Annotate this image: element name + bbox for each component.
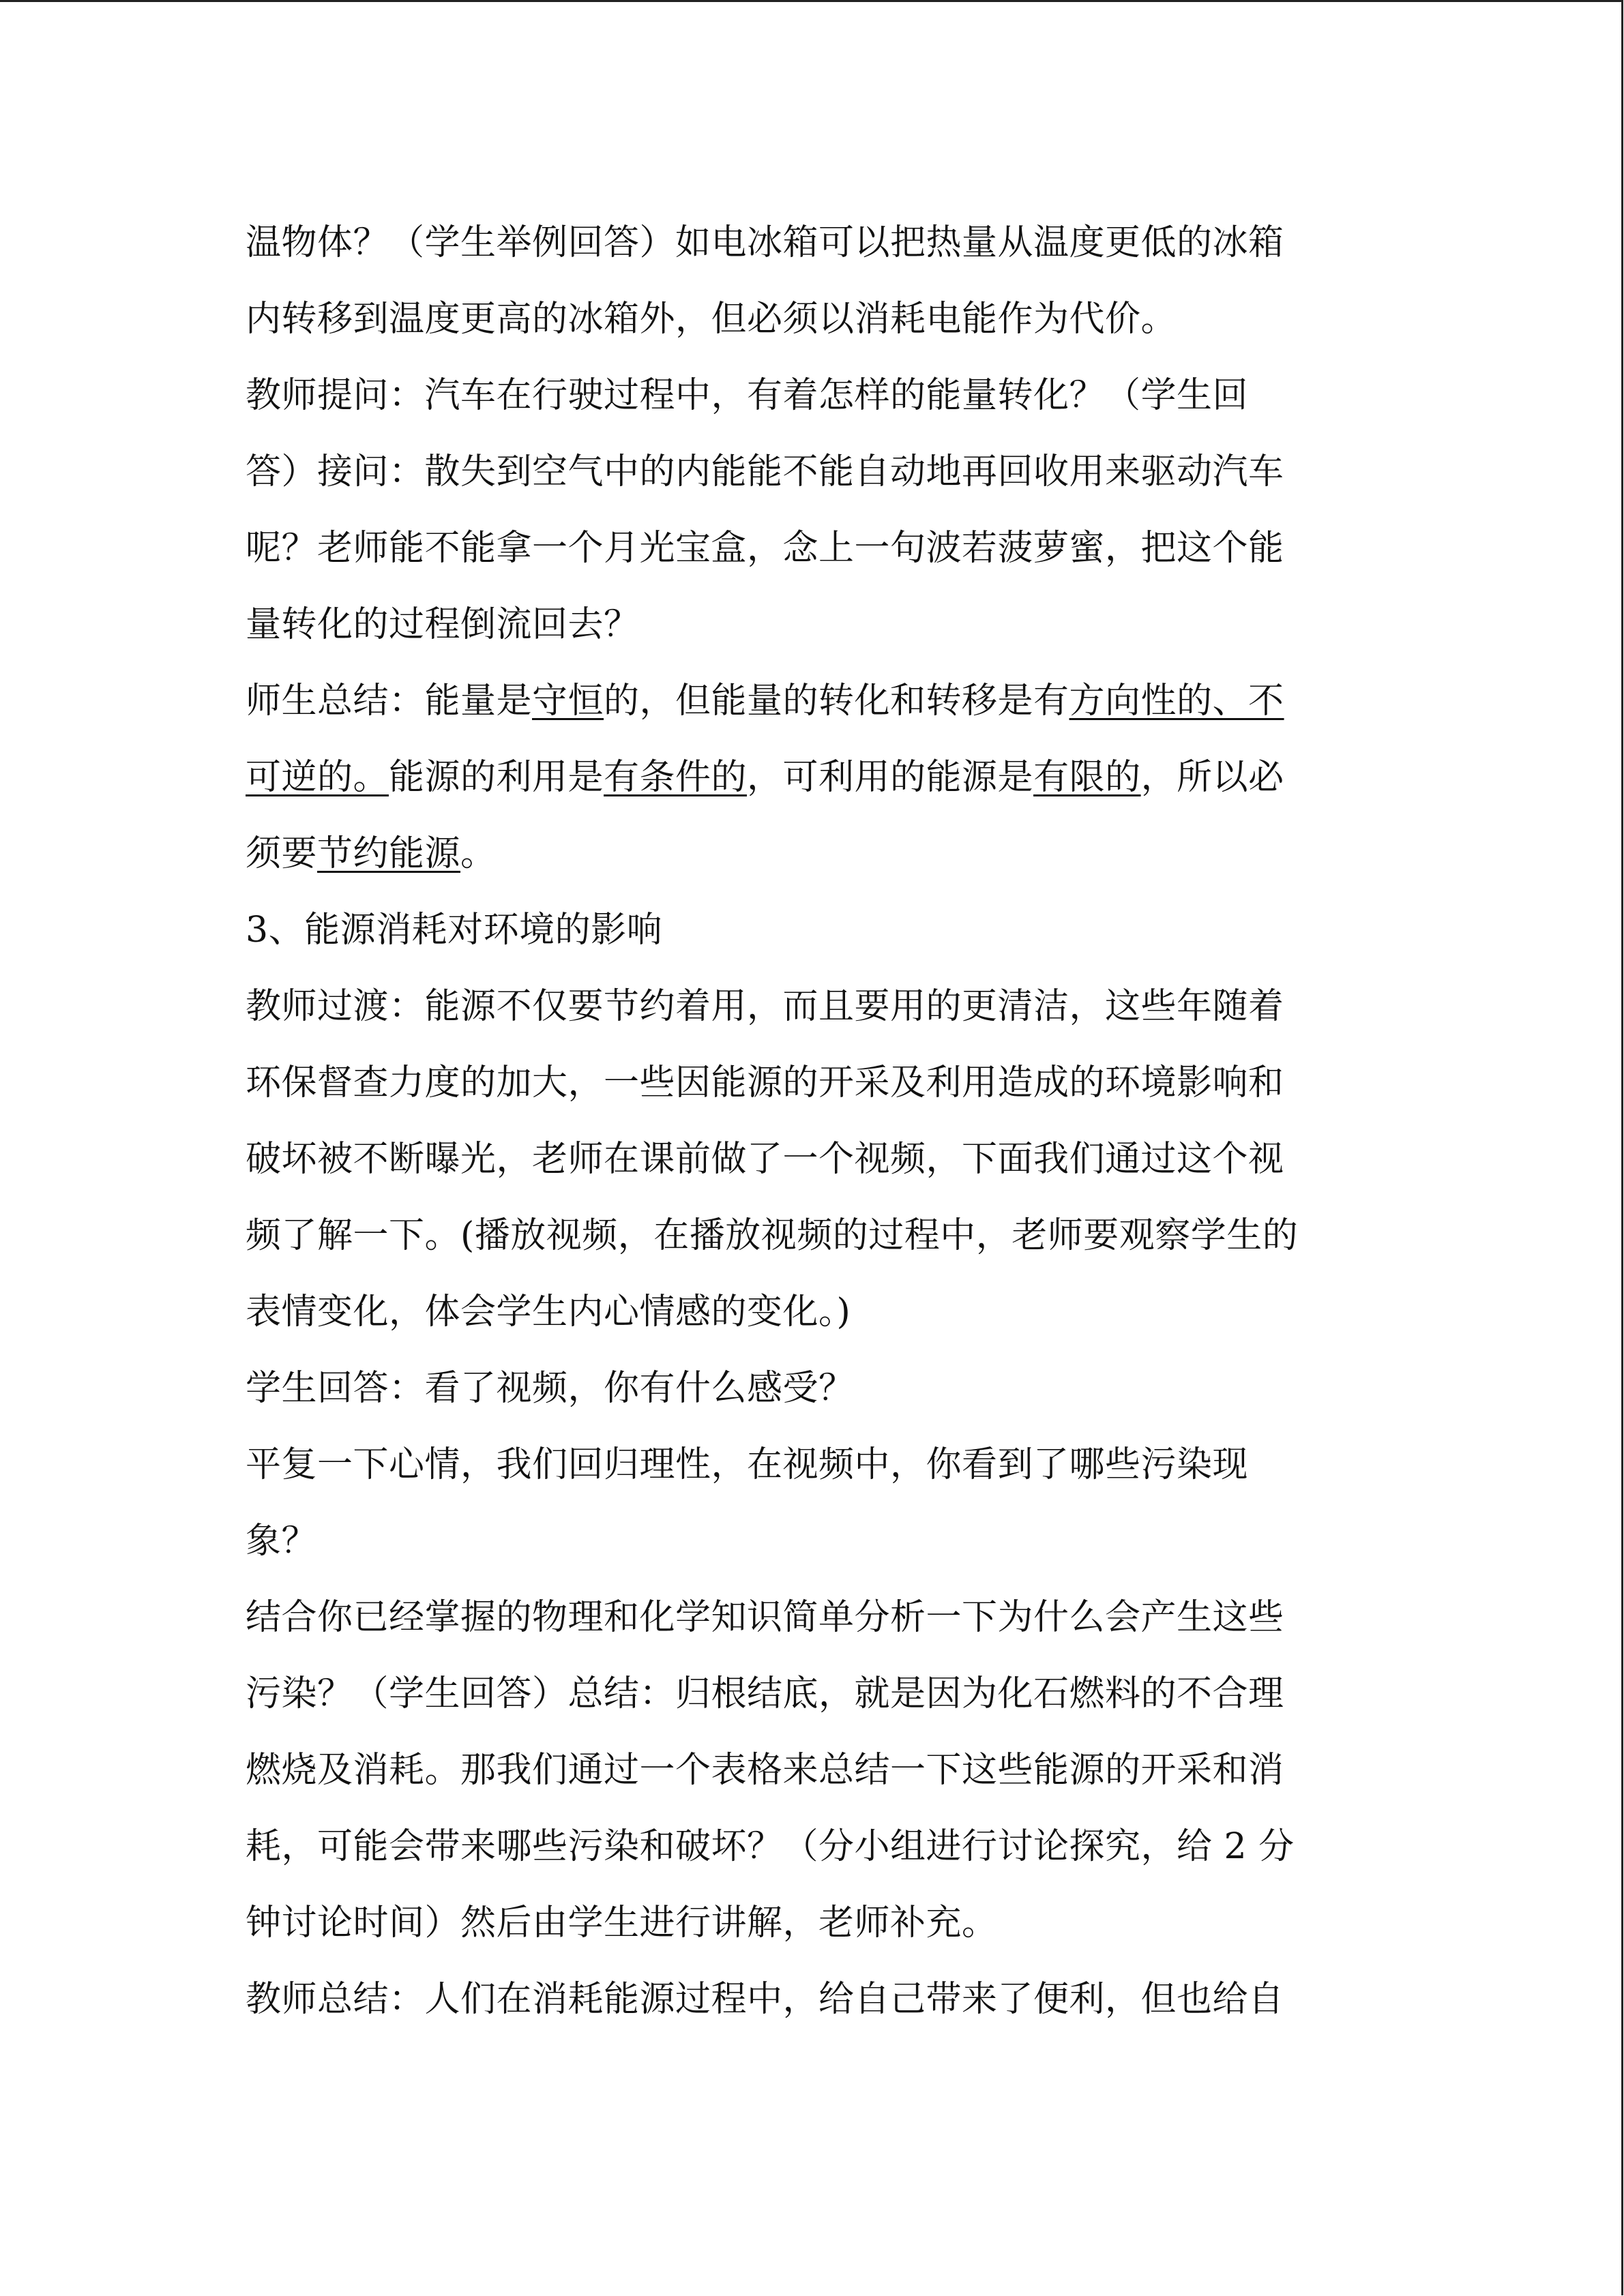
text-segment: 温物体？（学生举例回答）如电冰箱可以把热量从温度更低的冰箱	[246, 222, 1284, 263]
text-segment: 教师总结：人们在消耗能源过程中，给自己带来了便利，但也给自	[246, 1979, 1284, 2020]
text-segment: 的，但能量的转化和转移是有	[604, 681, 1069, 721]
text-segment: 内转移到温度更高的冰箱外，但必须以消耗电能作为代价。	[246, 299, 1177, 340]
text-segment: 结合你已经掌握的物理和化学知识简单分析一下为什么会产生这些	[246, 1597, 1284, 1638]
text-line	[246, 1808, 1391, 1885]
text-segment: 量转化的过程倒流回去？	[246, 604, 640, 645]
text-segment: 须要	[246, 833, 318, 874]
text-line	[246, 1427, 1391, 1503]
text-segment: 答）接问：散失到空气中的内能能不能自动地再回收用来驱动汽车	[246, 451, 1284, 492]
document-body	[246, 205, 1391, 2038]
text-line	[246, 510, 1391, 586]
text-line	[246, 1656, 1391, 1732]
text-line	[246, 434, 1391, 510]
text-segment: 环保督查力度的加大，一些因能源的开采及利用造成的环境影响和	[246, 1062, 1284, 1103]
text-line	[246, 1197, 1391, 1274]
underlined-term: 可逆的。	[246, 757, 389, 798]
text-segment: 学生回答：看了视频，你有什么感受？	[246, 1368, 855, 1409]
text-segment: 象？	[246, 1521, 318, 1562]
text-line	[246, 1121, 1391, 1197]
text-segment: 平复一下心情，我们回归理性，在视频中，你看到了哪些污染现	[246, 1444, 1249, 1485]
text-line	[246, 1885, 1391, 1961]
text-segment: ，所以必	[1140, 757, 1284, 798]
text-segment: 教师提问：汽车在行驶过程中，有着怎样的能量转化？（学生回	[246, 375, 1249, 416]
text-segment: 污染？（学生回答）总结：归根结底，就是因为化石燃料的不合理	[246, 1673, 1284, 1714]
text-line	[246, 1579, 1391, 1656]
text-line	[246, 968, 1391, 1045]
text-segment: 燃烧及消耗。那我们通过一个表格来总结一下这些能源的开采和消	[246, 1750, 1284, 1791]
underlined-term: 有限的	[1033, 757, 1141, 798]
text-line	[246, 1961, 1391, 2038]
text-segment: 3、能源消耗对环境的影响	[246, 910, 663, 951]
text-line	[246, 281, 1391, 357]
text-line	[246, 1045, 1391, 1121]
underlined-term: 节约能源	[317, 833, 461, 874]
text-segment: ，可利用的能源是	[747, 757, 1034, 798]
text-segment: 耗，可能会带来哪些污染和破坏？（分小组进行讨论探究，给 2 分	[246, 1826, 1295, 1867]
text-segment: 师生总结：能量是	[246, 681, 533, 721]
text-line	[246, 892, 1391, 968]
text-segment: 。	[460, 833, 497, 874]
text-line	[246, 586, 1391, 663]
text-segment: 表情变化，体会学生内心情感的变化。)	[246, 1292, 851, 1332]
underlined-term: 有条件的	[604, 757, 748, 798]
underlined-term: 方向性的、不	[1069, 681, 1284, 721]
text-segment: 钟讨论时间）然后由学生进行讲解，老师补充。	[246, 1903, 998, 1943]
text-line	[246, 816, 1391, 892]
text-line	[246, 739, 1391, 816]
text-line	[246, 1732, 1391, 1808]
text-segment: 教师过渡：能源不仅要节约着用，而且要用的更清洁，这些年随着	[246, 986, 1284, 1027]
text-line	[246, 357, 1391, 434]
text-line	[246, 663, 1391, 739]
text-line	[246, 1274, 1391, 1350]
text-segment: 破坏被不断曝光，老师在课前做了一个视频，下面我们通过这个视	[246, 1139, 1284, 1180]
underlined-term: 守恒	[532, 681, 604, 721]
text-line	[246, 1350, 1391, 1427]
text-segment: 能源的利用是	[389, 757, 604, 798]
text-segment: 呢？老师能不能拿一个月光宝盒，念上一句波若菠萝蜜，把这个能	[246, 528, 1284, 569]
text-line	[246, 205, 1391, 281]
text-line	[246, 1503, 1391, 1579]
text-segment: 频了解一下。(播放视频，在播放视频的过程中，老师要观察学生的	[246, 1215, 1299, 1256]
